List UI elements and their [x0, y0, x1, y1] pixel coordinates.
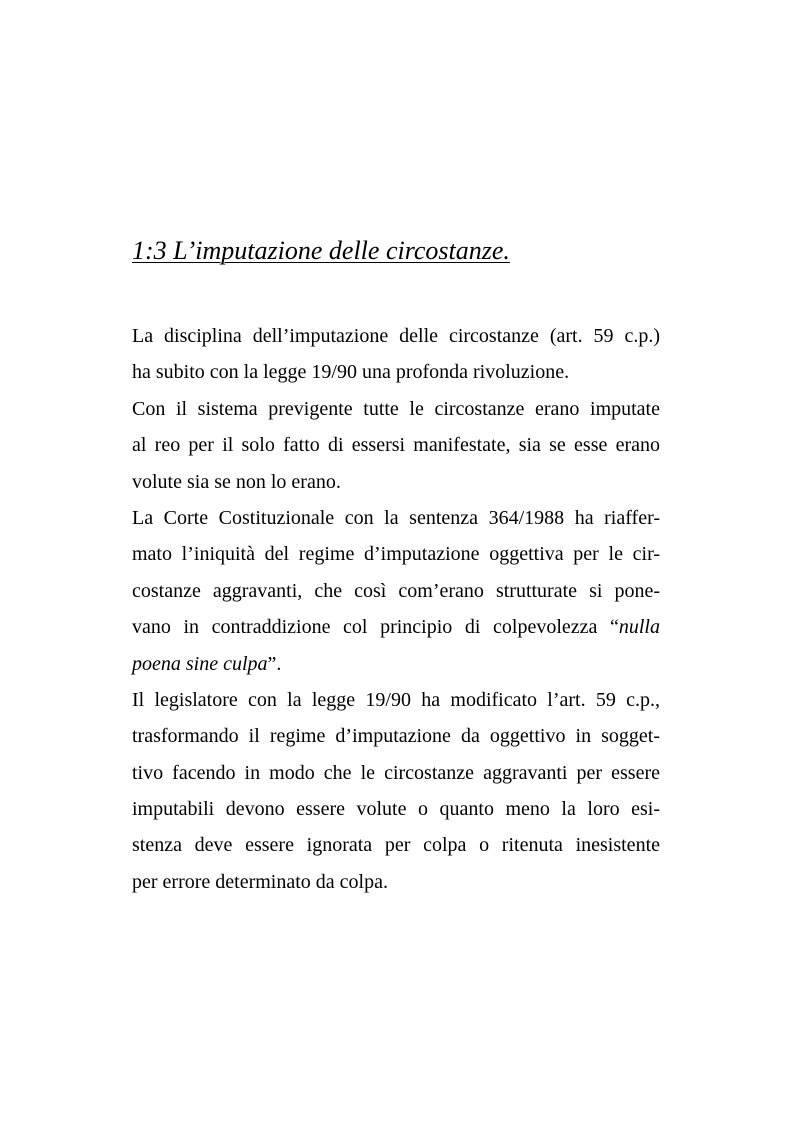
text-line: La Corte Costituzionale con la sentenza 364/1988 ha riaffer-: [132, 506, 660, 529]
section-heading: 1:3 L’imputazione delle circostanze.: [132, 236, 510, 265]
text-line: imputabili devono essere volute o quanto meno la loro esi-: [132, 798, 660, 821]
text-line: costanze aggravanti, che così com’erano strutturate si pone-: [132, 579, 660, 602]
text-line: mato l’iniquità del regime d’imputazione oggettiva per le cir-: [132, 543, 660, 566]
text-line: Con il sistema previgente tutte le circostanze erano imputate: [132, 397, 660, 420]
text-line: tivo facendo in modo che le circostanze aggravanti per essere: [132, 761, 660, 784]
italic-phrase: poena sine culpa: [132, 652, 268, 675]
text-line: al reo per il solo fatto di essersi manifestate, sia se esse erano: [132, 434, 660, 457]
italic-phrase: nulla: [618, 616, 660, 639]
text-line: ha subito con la legge 19/90 una profonda rivoluzione.: [132, 361, 570, 384]
text-line: per errore determinato da colpa.: [132, 870, 388, 893]
text-segment: vano in contraddizione col principio di colpevolezza “: [132, 616, 619, 639]
text-line: trasformando il regime d’imputazione da oggettivo in sogget-: [132, 725, 660, 748]
text-segment: ”.: [267, 652, 282, 675]
text-line: La disciplina dell’imputazione delle circostanze (art. 59 c.p.): [132, 325, 660, 347]
body-text: [132, 318, 660, 900]
text-line: volute sia se non lo erano.: [132, 470, 341, 493]
text-line: Il legislatore con la legge 19/90 ha modificato l’art. 59 c.p.,: [132, 688, 660, 711]
text-line: [132, 646, 660, 682]
text-line: stenza deve essere ignorata per colpa o ritenuta inesistente: [132, 834, 660, 857]
text-line: [132, 609, 660, 645]
